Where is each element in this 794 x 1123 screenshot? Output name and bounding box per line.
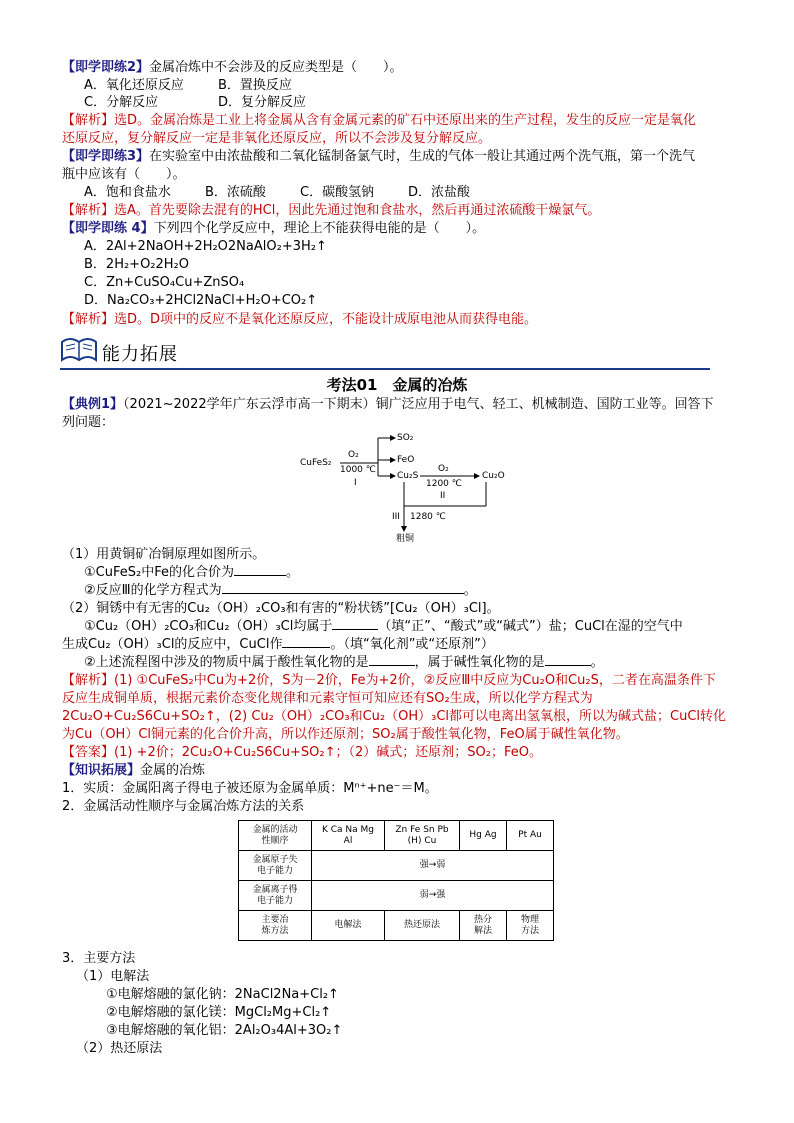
flow-label: I [354, 478, 357, 488]
option-d: D．复分解反应 [218, 95, 307, 110]
table-header-cell: 金属的活动 性顺序 [239, 821, 312, 851]
table-cell: 热分 解法 [460, 911, 507, 941]
question-1: （1）用黄铜矿冶铜原理如图所示。 [62, 547, 266, 562]
table-header-cell: K Ca Na Mg Al [312, 821, 385, 851]
book-icon [60, 334, 98, 364]
exercise-tag: 【即学即练3】 [62, 149, 150, 164]
flow-label: CuFeS₂ [300, 458, 332, 468]
analysis-text: 为Cu（OH）Cl铜元素的化合价升高，所以作还原剂；SO₂属于酸性氧化物，FeO属于碱性氧化物。 [62, 727, 629, 742]
exercise-tag: 【即学即练2】 [62, 60, 150, 75]
analysis-text: 反应生成铜单质，根据元素价态变化规律和元素守恒可知应还有SO₂生成，所以化学方程式为 [62, 691, 593, 706]
table-cell: 电解法 [312, 911, 385, 941]
answer-blank [234, 564, 286, 576]
question-2: （2）铜锈中有无害的Cu₂（OH）₂CO₃和有害的“粉状锈”[Cu₂（OH）₃Cl]。 [62, 601, 500, 616]
methods-item: ③电解熔融的氧化铝：2Al₂O₃4Al+3O₂↑ [106, 1023, 343, 1038]
option-a: A．氧化还原反应 [84, 78, 184, 93]
option-b: B．置换反应 [218, 78, 292, 93]
section-title: 考法01 金属的冶炼 [326, 376, 468, 394]
flow-label: 1280 ℃ [410, 512, 446, 522]
table-cell: 热还原法 [385, 911, 460, 941]
table-cell: 强→弱 [312, 851, 554, 881]
answer-blank [369, 654, 415, 666]
table-cell: 物理 方法 [507, 911, 554, 941]
question-2-sub1-cont: 生成Cu₂（OH）₃Cl的反应中，CuCl作 。（填“氧化剂”或“还原剂”） [62, 637, 494, 652]
flow-label: 1000 ℃ [340, 465, 376, 475]
answer-text: 【答案】(1) +2价；2Cu₂O+Cu₂S6Cu+SO₂↑；（2）碱式；还原剂；SO₂；FeO。 [62, 745, 542, 760]
analysis-text: 2Cu₂O+Cu₂S6Cu+SO₂↑，(2) Cu₂（OH）₂CO₃和Cu₂（OH）₃Cl都可以电离出氢氧根，所以为碱式盐；CuCl转化 [62, 709, 727, 724]
exercise-3-question: 【即学即练3】在实验室中由浓盐酸和二氧化锰制备氯气时，生成的气体一般让其通过两个洗气瓶，第一个洗气 [62, 149, 696, 164]
methods-title: 3．主要方法 [62, 951, 136, 966]
example-intro-cont: 列问题： [62, 415, 115, 430]
methods-sub: （1）电解法 [76, 969, 150, 984]
analysis-text: 还原反应，复分解反应一定是非氧化还原反应，所以不会涉及复分解反应。 [62, 131, 492, 146]
exercise-2-question: 【即学即练2】金属冶炼中不会涉及的反应类型是（ ）。 [62, 60, 403, 75]
flow-label: O₂ [348, 450, 359, 460]
example-intro: 【典例1】（2021~2022学年广东云浮市高一下期末）铜广泛应用于电气、轻工、机械制造、国防工业等。回答下 [62, 397, 714, 412]
knowledge-point: 1．实质：金属阳离子得电子被还原为金属单质：Mⁿ⁺+ne⁻＝M。 [62, 781, 438, 796]
analysis-text: 【解析】(1) ①CuFeS₂中Cu为+2价，S为－2价，Fe为+2价，②反应Ⅲ中反应为Cu₂O和Cu₂S，二者在高温条件下 [62, 673, 716, 688]
question-2-sub1: ①Cu₂（OH）₂CO₃和Cu₂（OH）₃Cl均属于 （填“正”、“酸式”或“碱式”）盐；CuCl在湿的空气中 [84, 619, 683, 634]
flow-label: 1200 ℃ [426, 479, 462, 489]
question-1-sub2: ②反应Ⅲ的化学方程式为 。 [84, 583, 477, 598]
table-header-cell: Hg Ag [460, 821, 507, 851]
option-d: D．浓盐酸 [408, 185, 471, 200]
answer-blank [222, 582, 464, 594]
table-cell: 弱→强 [312, 881, 554, 911]
metal-activity-table [238, 820, 554, 941]
methods-item: ①电解熔融的氯化钠：2NaCl2Na+Cl₂↑ [106, 987, 339, 1002]
table-row-header: 主要冶 炼方法 [239, 911, 312, 941]
banner-title: 能力拓展 [102, 344, 178, 365]
flow-label: SO₂ [397, 433, 414, 443]
banner-divider [60, 368, 710, 370]
option-a: A．饱和食盐水 [84, 185, 171, 200]
table-row-header: 金属原子失 电子能力 [239, 851, 312, 881]
table-header-cell: Pt Au [507, 821, 554, 851]
option-b: B．浓硫酸 [205, 185, 266, 200]
knowledge-heading: 【知识拓展】金属的冶炼 [62, 763, 206, 778]
option-a: A．2Al+2NaOH+2H₂O2NaAlO₂+3H₂↑ [84, 239, 327, 254]
option-c: C．Zn+CuSO₄Cu+ZnSO₄ [84, 275, 245, 290]
flow-label: FeO [397, 455, 415, 465]
analysis-text: 【解析】选D。金属冶炼是工业上将金属从含有金属元素的矿石中还原出来的生产过程，发生的反应一定是氧化 [62, 113, 697, 128]
flow-label: O₂ [438, 464, 449, 474]
exercise-4-question: 【即学即练 4】下列四个化学反应中，理论上不能获得电能的是（ ）。 [62, 221, 486, 236]
flow-label: Cu₂S [397, 471, 419, 481]
table-row-header: 金属离子得 电子能力 [239, 881, 312, 911]
knowledge-point: 2．金属活动性顺序与金属冶炼方法的关系 [62, 799, 305, 814]
exercise-3-question-cont: 瓶中应该有（ ）。 [62, 167, 186, 182]
analysis-text: 【解析】选D。D项中的反应不是氧化还原反应，不能设计成原电池从而获得电能。 [62, 312, 538, 327]
table-header-cell: Zn Fe Sn Pb (H) Cu [385, 821, 460, 851]
answer-blank [282, 636, 330, 648]
flow-label: Cu₂O [482, 471, 505, 481]
analysis-text: 【解析】选A。首先要除去混有的HCl，因此先通过饱和食盐水，然后再通过浓硫酸干燥氯气。 [62, 203, 601, 218]
question-1-sub1: ①CuFeS₂中Fe的化合价为 。 [84, 565, 299, 580]
knowledge-tag: 【知识拓展】 [62, 763, 141, 778]
process-flow-diagram [300, 428, 505, 546]
exercise-tag: 【即学即练 4】 [62, 221, 154, 236]
option-b: B．2H₂+O₂2H₂O [84, 257, 190, 272]
question-2-sub2: ②上述流程图中涉及的物质中属于酸性氧化物的是 ，属于碱性氧化物的是 。 [84, 655, 604, 670]
answer-blank [545, 654, 591, 666]
methods-sub: （2）热还原法 [76, 1041, 163, 1056]
option-c: C．碳酸氢钠 [300, 185, 375, 200]
flow-label: III [392, 512, 400, 522]
methods-item: ②电解熔融的氯化镁：MgCl₂Mg+Cl₂↑ [106, 1005, 332, 1020]
example-tag: 【典例1】 [62, 397, 124, 412]
answer-blank [332, 618, 378, 630]
flow-label: II [440, 491, 446, 501]
option-d: D．Na₂CO₃+2HCl2NaCl+H₂O+CO₂↑ [84, 293, 318, 308]
flow-label: 粗铜 [396, 534, 415, 544]
option-c: C．分解反应 [84, 95, 159, 110]
